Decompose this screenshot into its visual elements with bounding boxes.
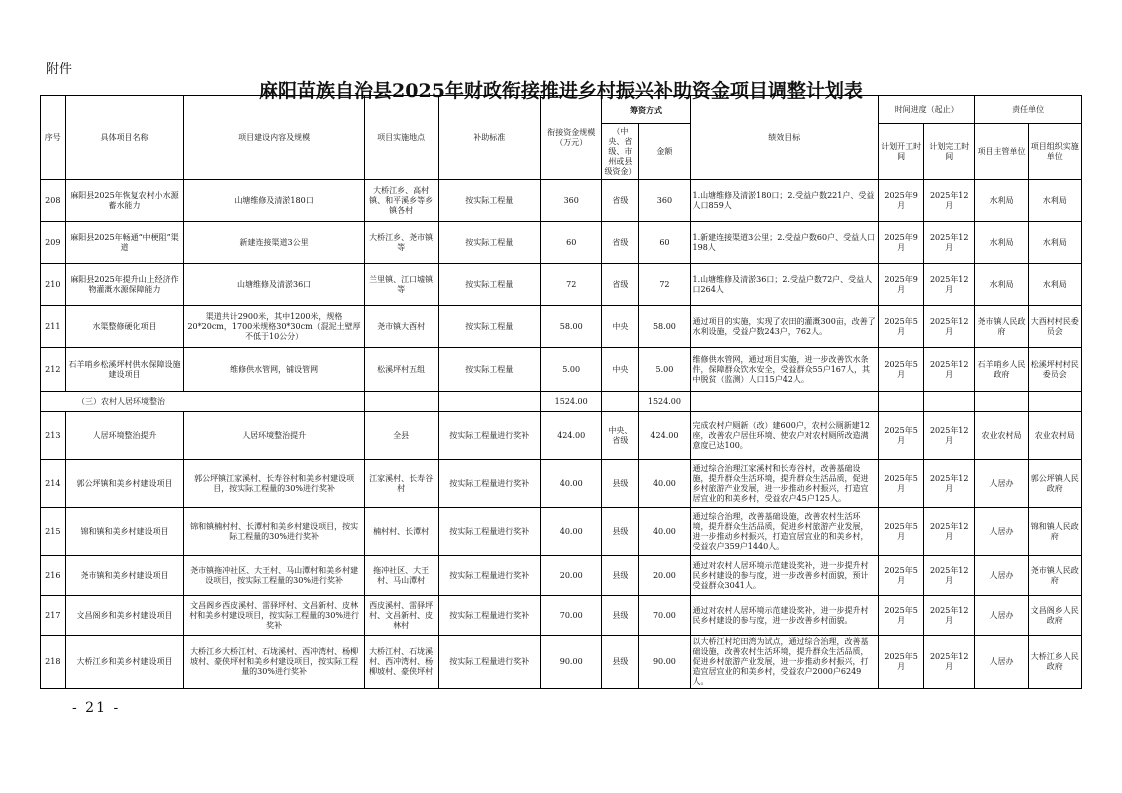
table-row: [41, 180, 1082, 222]
cell-standard: 按实际工程量进行奖补: [438, 556, 540, 596]
rows-group-b: [41, 412, 1082, 689]
cell-goal: 1.新建连接渠道3公里；2.受益户数60户、受益人口198人: [690, 222, 879, 264]
cell-org: 水利局: [1028, 180, 1081, 222]
cell-content: 渠道共计2900米，其中1200米，规格20*20cm，1700米规格30*30cm（混泥土壁厚不低于10公分）: [184, 306, 364, 348]
cell-content: 维修供水管网，铺设管网: [184, 348, 364, 392]
cell-start: 2025年5月: [879, 460, 924, 508]
cell-name: 石羊哨乡松溪坪村供水保障设施建设项目: [65, 348, 184, 392]
cell-dept: 水利局: [975, 180, 1028, 222]
cell-goal: 通过项目的实施，实现了农田的灌溉300亩，改善了水利设施，受益户数243户，762人。: [690, 306, 879, 348]
cell-fund: 90.00: [540, 636, 601, 689]
cell-location: 江家溪村、长寿谷村: [364, 460, 438, 508]
cell-level: 县级: [602, 636, 639, 689]
cell-fund: 70.00: [540, 596, 601, 636]
section-row: [41, 392, 1082, 412]
cell-start: 2025年5月: [879, 636, 924, 689]
cell-standard: 按实际工程量: [438, 180, 540, 222]
cell-content: 大桥江乡大桥江村、石垅溪村、西冲湾村、杨柳坡村、豪侠坪村和美乡村建设项目，按实际工程量的30%进行奖补: [184, 636, 364, 689]
cell-location: 拖冲社区、大王村、马山潭村: [364, 556, 438, 596]
header-standard: 补助标准: [438, 96, 540, 180]
cell-location: 大桥江乡、高村镇、和平溪乡等乡镇各村: [364, 180, 438, 222]
section-empty-goal: [690, 392, 879, 412]
cell-name: 麻阳县2025年畅通“中梗阻”渠道: [65, 222, 184, 264]
cell-name: 文昌阁乡和美乡村建设项目: [65, 596, 184, 636]
cell-seq: 214: [41, 460, 66, 508]
cell-amount: 424.00: [639, 412, 690, 460]
cell-name: 人居环境整治提升: [65, 412, 184, 460]
header-level: （中央、省级、市州或县级资金）: [602, 124, 639, 180]
cell-location: 尧市镇大酉村: [364, 306, 438, 348]
cell-start: 2025年5月: [879, 412, 924, 460]
cell-fund: 60: [540, 222, 601, 264]
header-funding-method: 筹资方式: [602, 96, 690, 124]
project-table: [40, 95, 1082, 689]
header-goal: 绩效目标: [690, 96, 879, 180]
cell-content: 新建连接渠道3公里: [184, 222, 364, 264]
cell-seq: 216: [41, 556, 66, 596]
cell-start: 2025年5月: [879, 306, 924, 348]
cell-seq: 210: [41, 264, 66, 306]
page-title: 麻阳苗族自治县2025年财政衔接推进乡村振兴补助资金项目调整计划表: [259, 80, 863, 102]
cell-dept: 石羊哨乡人民政府: [975, 348, 1028, 392]
cell-start: 2025年9月: [879, 264, 924, 306]
cell-end: 2025年12月: [924, 460, 975, 508]
section-label: （三）农村人居环境整治: [41, 392, 365, 412]
cell-fund: 20.00: [540, 556, 601, 596]
cell-location: 西皮溪村、雷驿坪村、文昌新村、皮林村: [364, 596, 438, 636]
cell-org: 农业农村局: [1028, 412, 1081, 460]
cell-start: 2025年5月: [879, 596, 924, 636]
cell-content: 文昌阁乡西皮溪村、雷驿坪村、文昌新村、皮林村和美乡村建设项目，按实际工程量的30%进行奖补: [184, 596, 364, 636]
section-empty-standard: [438, 392, 540, 412]
header-location: 项目实施地点: [364, 96, 438, 180]
page-number: - 21 -: [72, 700, 121, 716]
cell-dept: 农业农村局: [975, 412, 1028, 460]
cell-start: 2025年9月: [879, 222, 924, 264]
section-empty-level: [602, 392, 639, 412]
cell-name: 麻阳县2025年提升山上经济作物灌溉水源保障能力: [65, 264, 184, 306]
cell-level: 中央: [602, 306, 639, 348]
cell-goal: 维修供水管网，通过项目实施，进一步改善饮水条件，保障群众饮水安全，受益群众55户167人，其中脱贫（监测）人口15户42人。: [690, 348, 879, 392]
header-name: 具体项目名称: [65, 96, 184, 180]
cell-goal: 通过对农村人居环境示范建设奖补，进一步提升村民乡村建设的参与度，进一步改善乡村面貌。: [690, 596, 879, 636]
table-row: [41, 460, 1082, 508]
cell-seq: 208: [41, 180, 66, 222]
cell-dept: 水利局: [975, 222, 1028, 264]
cell-org: 松溪坪村村民委员会: [1028, 348, 1081, 392]
cell-amount: 70.00: [639, 596, 690, 636]
cell-dept: 人居办: [975, 636, 1028, 689]
section-empty-org: [1028, 392, 1081, 412]
cell-fund: 72: [540, 264, 601, 306]
cell-amount: 360: [639, 180, 690, 222]
cell-location: 全县: [364, 412, 438, 460]
cell-org: 尧市镇人民政府: [1028, 556, 1081, 596]
cell-dept: 水利局: [975, 264, 1028, 306]
cell-location: 楠村村、长潭村: [364, 508, 438, 556]
cell-start: 2025年5月: [879, 348, 924, 392]
section-empty-dept: [975, 392, 1028, 412]
cell-level: 县级: [602, 596, 639, 636]
cell-end: 2025年12月: [924, 306, 975, 348]
header-seq: 序号: [41, 96, 66, 180]
cell-name: 郭公坪镇和美乡村建设项目: [65, 460, 184, 508]
cell-end: 2025年12月: [924, 180, 975, 222]
cell-content: 山塘维修及清淤180口: [184, 180, 364, 222]
cell-standard: 按实际工程量进行奖补: [438, 460, 540, 508]
cell-location: 兰里镇、江口墟镇等: [364, 264, 438, 306]
cell-org: 锦和镇人民政府: [1028, 508, 1081, 556]
cell-fund: 424.00: [540, 412, 601, 460]
cell-name: 麻阳县2025年恢复农村小水源蓄水能力: [65, 180, 184, 222]
cell-amount: 40.00: [639, 460, 690, 508]
table-row: [41, 306, 1082, 348]
cell-seq: 209: [41, 222, 66, 264]
cell-level: 县级: [602, 508, 639, 556]
cell-content: 人居环境整治提升: [184, 412, 364, 460]
cell-standard: 按实际工程量: [438, 222, 540, 264]
cell-start: 2025年5月: [879, 508, 924, 556]
section-empty-end: [924, 392, 975, 412]
cell-standard: 按实际工程量进行奖补: [438, 636, 540, 689]
cell-end: 2025年12月: [924, 636, 975, 689]
section-fund: 1524.00: [540, 392, 601, 412]
cell-seq: 213: [41, 412, 66, 460]
cell-start: 2025年9月: [879, 180, 924, 222]
cell-fund: 5.00: [540, 348, 601, 392]
cell-end: 2025年12月: [924, 412, 975, 460]
cell-standard: 按实际工程量: [438, 348, 540, 392]
cell-content: 尧市镇拖冲社区、大王村、马山潭村和美乡村建设项目，按实际工程量的30%进行奖补: [184, 556, 364, 596]
section-empty-start: [879, 392, 924, 412]
table-row: [41, 222, 1082, 264]
cell-level: 县级: [602, 556, 639, 596]
rows-group-a: [41, 180, 1082, 392]
cell-org: 文昌阁乡人民政府: [1028, 596, 1081, 636]
cell-fund: 40.00: [540, 508, 601, 556]
header-dept: 项目主管单位: [975, 124, 1028, 180]
cell-dept: 尧市镇人民政府: [975, 306, 1028, 348]
cell-end: 2025年12月: [924, 596, 975, 636]
cell-level: 中央: [602, 348, 639, 392]
table-row: [41, 556, 1082, 596]
table-row: [41, 508, 1082, 556]
table-row: [41, 348, 1082, 392]
cell-seq: 215: [41, 508, 66, 556]
header-time: 时间进度（起止）: [879, 96, 975, 124]
table-row: [41, 264, 1082, 306]
header-responsible: 责任单位: [975, 96, 1082, 124]
cell-org: 水利局: [1028, 264, 1081, 306]
cell-end: 2025年12月: [924, 348, 975, 392]
cell-org: 郭公坪镇人民政府: [1028, 460, 1081, 508]
cell-goal: 完成农村户厕新（改）建600户，农村公厕新建12座，改善农户居住环境、使农户对农村厕所改造满意度已达100。: [690, 412, 879, 460]
table-row: [41, 596, 1082, 636]
cell-level: 县级: [602, 460, 639, 508]
cell-seq: 217: [41, 596, 66, 636]
cell-end: 2025年12月: [924, 556, 975, 596]
cell-amount: 60: [639, 222, 690, 264]
table-row: [41, 636, 1082, 689]
cell-org: 水利局: [1028, 222, 1081, 264]
cell-location: 大桥江乡、尧市镇等: [364, 222, 438, 264]
cell-org: 大桥江乡人民政府: [1028, 636, 1081, 689]
header-fund: 衔接资金规模（万元）: [540, 96, 601, 180]
cell-amount: 5.00: [639, 348, 690, 392]
cell-fund: 40.00: [540, 460, 601, 508]
cell-level: 省级: [602, 180, 639, 222]
cell-goal: 1.山塘维修及清淤36口；2.受益户数72户、受益人口264人: [690, 264, 879, 306]
cell-amount: 20.00: [639, 556, 690, 596]
cell-level: 中央、省级: [602, 412, 639, 460]
cell-fund: 360: [540, 180, 601, 222]
cell-amount: 40.00: [639, 508, 690, 556]
header-end: 计划完工时间: [924, 124, 975, 180]
cell-dept: 人居办: [975, 596, 1028, 636]
cell-dept: 人居办: [975, 508, 1028, 556]
cell-standard: 按实际工程量进行奖补: [438, 596, 540, 636]
section-empty-location: [364, 392, 438, 412]
cell-amount: 58.00: [639, 306, 690, 348]
cell-end: 2025年12月: [924, 222, 975, 264]
cell-name: 锦和镇和美乡村建设项目: [65, 508, 184, 556]
cell-dept: 人居办: [975, 460, 1028, 508]
cell-location: 松溪坪村五组: [364, 348, 438, 392]
cell-standard: 按实际工程量进行奖补: [438, 508, 540, 556]
cell-level: 省级: [602, 222, 639, 264]
cell-seq: 218: [41, 636, 66, 689]
table-row: [41, 412, 1082, 460]
cell-seq: 211: [41, 306, 66, 348]
cell-seq: 212: [41, 348, 66, 392]
cell-amount: 90.00: [639, 636, 690, 689]
cell-name: 尧市镇和美乡村建设项目: [65, 556, 184, 596]
header-start: 计划开工时间: [879, 124, 924, 180]
cell-org: 大酉村村民委员会: [1028, 306, 1081, 348]
cell-end: 2025年12月: [924, 508, 975, 556]
cell-content: 锦和镇楠村村、长潭村和美乡村建设项目，按实际工程量的30%进行奖补: [184, 508, 364, 556]
cell-goal: 1.山塘维修及清淤180口；2.受益户数221户、受益人口859人: [690, 180, 879, 222]
cell-name: 水渠整修硬化项目: [65, 306, 184, 348]
cell-standard: 按实际工程量: [438, 264, 540, 306]
attachment-label: 附件: [46, 62, 73, 77]
cell-goal: 以大桥江村坨田湾为试点，通过综合治理，改善基础设施，改善农村生活环境，提升群众生活品质，促进乡村旅游产业发展，进一步推动乡村振兴，打造宜居宜业的和美乡村，受益农户2000户6249人。: [690, 636, 879, 689]
cell-content: 郭公坪镇江家溪村、长寿谷村和美乡村建设项目，按实际工程量的30%进行奖补: [184, 460, 364, 508]
cell-level: 省级: [602, 264, 639, 306]
header-content: 项目建设内容及规模: [184, 96, 364, 180]
cell-content: 山塘维修及清淤36口: [184, 264, 364, 306]
cell-end: 2025年12月: [924, 264, 975, 306]
cell-fund: 58.00: [540, 306, 601, 348]
header-org: 项目组织实施单位: [1028, 124, 1081, 180]
header-amount: 金额: [639, 124, 690, 180]
cell-location: 大桥江村、石垅溪村、西冲湾村、杨柳坡村、豪侠坪村: [364, 636, 438, 689]
cell-goal: 通过综合治理江家溪村和长寿谷村，改善基础设施，提升群众生活环境，提升群众生活品质，促进乡村旅游产业发展，进一步推动乡村振兴，打造宜居宜业的和美乡村，受益农户45户125人。: [690, 460, 879, 508]
section-amount: 1524.00: [639, 392, 690, 412]
cell-standard: 按实际工程量: [438, 306, 540, 348]
cell-name: 大桥江乡和美乡村建设项目: [65, 636, 184, 689]
section-group: [41, 392, 1082, 412]
cell-goal: 通过对农村人居环境示范建设奖补，进一步提升村民乡村建设的参与度，进一步改善乡村面貌，预计受益群众3041人。: [690, 556, 879, 596]
cell-amount: 72: [639, 264, 690, 306]
cell-goal: 通过综合治理，改善基础设施，改善农村生活环境，提升群众生活品质，促进乡村旅游产业发展，进一步推动乡村振兴，打造宜居宜业的和美乡村，受益农户359户1440人。: [690, 508, 879, 556]
cell-start: 2025年5月: [879, 556, 924, 596]
cell-dept: 人居办: [975, 556, 1028, 596]
cell-standard: 按实际工程量进行奖补: [438, 412, 540, 460]
